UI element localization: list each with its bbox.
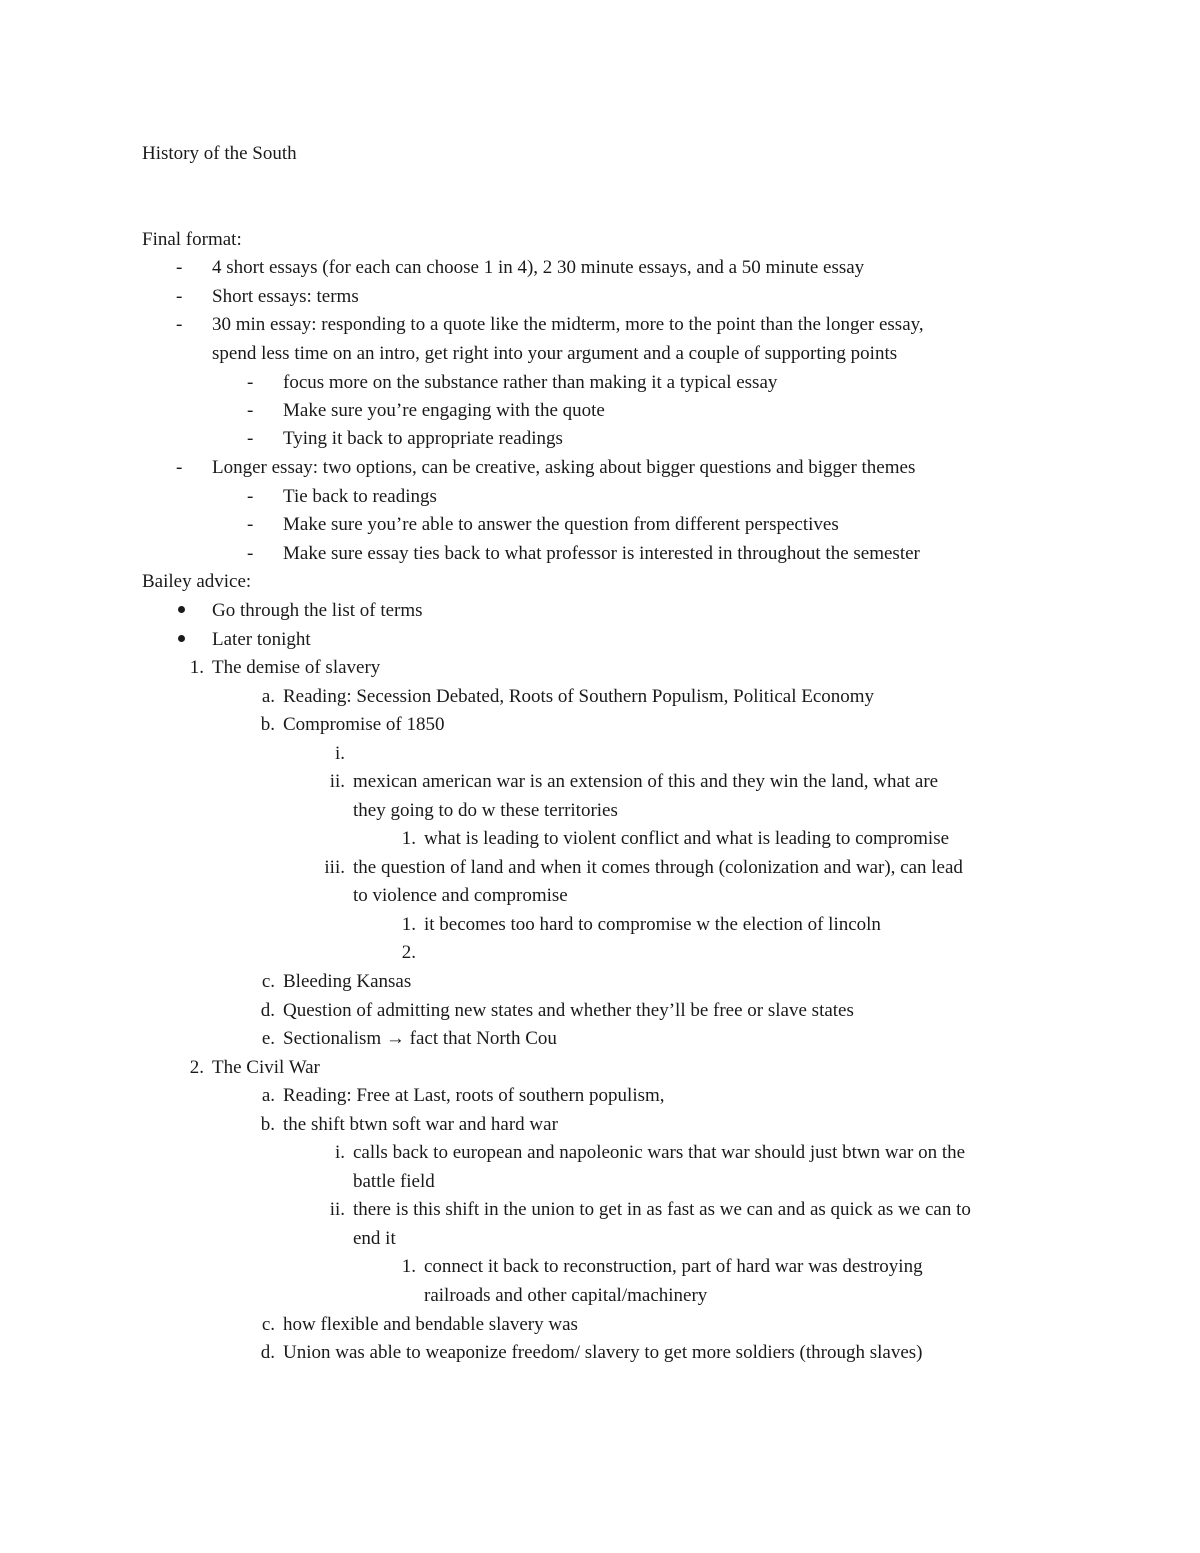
list-number: ii.: [329, 771, 345, 792]
note-text: Make sure you’re engaging with the quote: [283, 400, 605, 421]
note-line: [142, 939, 1062, 968]
note-text: the shift btwn soft war and hard war: [283, 1114, 558, 1135]
note-line: [142, 768, 1062, 797]
list-number: b.: [260, 714, 275, 735]
note-text: how flexible and bendable slavery was: [283, 1314, 578, 1335]
note-line: [142, 711, 1062, 740]
dash-marker: -: [247, 486, 254, 507]
note-line: [142, 825, 1062, 854]
list-number: e.: [261, 1028, 275, 1049]
note-text: Final format:: [142, 229, 242, 250]
note-text: spend less time on an intro, get right into your argument and a couple of supporting points: [212, 343, 898, 364]
note-text: 30 min essay: responding to a quote like the midterm, more to the point than the longer essay,: [212, 314, 924, 335]
note-text: Short essays: terms: [212, 286, 359, 307]
note-line: [142, 626, 1062, 655]
note-text: railroads and other capital/machinery: [424, 1285, 708, 1306]
note-text: Go through the list of terms: [212, 600, 423, 621]
title-text: History of the South: [142, 143, 297, 164]
note-text: end it: [353, 1228, 396, 1249]
note-line: [142, 254, 1062, 283]
list-number: b.: [260, 1114, 275, 1135]
note-line: [142, 1111, 1062, 1140]
list-number: i.: [334, 1142, 345, 1163]
note-line: [142, 311, 1062, 340]
note-text: battle field: [353, 1171, 435, 1192]
dash-marker: -: [247, 543, 254, 564]
note-text: 4 short essays (for each can choose 1 in 4), 2 30 minute essays, and a 50 minute essay: [212, 257, 865, 278]
note-text: The Civil War: [212, 1057, 320, 1078]
list-number: 2.: [401, 942, 416, 963]
note-text: Sectionalism → fact that North Cou: [283, 1028, 557, 1049]
note-line: [142, 1025, 1062, 1054]
note-line: [142, 654, 1062, 683]
bullet-icon: [178, 597, 185, 626]
note-line: [142, 1311, 1062, 1340]
note-line: [142, 997, 1062, 1026]
note-text: Tie back to readings: [283, 486, 437, 507]
note-text: there is this shift in the union to get in as fast as we can and as quick as we can to: [353, 1199, 971, 1220]
document-title: [142, 140, 1062, 169]
note-text: focus more on the substance rather than making it a typical essay: [283, 372, 778, 393]
note-text: calls back to european and napoleonic wars that war should just btwn war on the: [353, 1142, 966, 1163]
note-line: [142, 1253, 1062, 1282]
list-number: 1.: [401, 828, 416, 849]
note-line: [142, 1282, 1062, 1311]
note-line: [142, 1196, 1062, 1225]
note-text: Bailey advice:: [142, 571, 252, 592]
note-line: [142, 1225, 1062, 1254]
note-line: [142, 1339, 1062, 1368]
note-line: [142, 454, 1062, 483]
note-line: [142, 226, 1062, 255]
list-number: iii.: [324, 857, 345, 878]
list-number: i.: [334, 743, 345, 764]
note-text: Make sure essay ties back to what professor is interested in throughout the semester: [283, 543, 920, 564]
dash-marker: -: [247, 428, 254, 449]
note-line: [142, 1054, 1062, 1083]
bullet-icon: [178, 626, 185, 655]
note-line: [142, 683, 1062, 712]
note-line: [142, 1168, 1062, 1197]
list-number: c.: [261, 1314, 275, 1335]
list-number: 1.: [401, 1256, 416, 1277]
note-line: [142, 568, 1062, 597]
note-text: Reading: Free at Last, roots of southern populism,: [283, 1085, 665, 1106]
list-number: 1.: [189, 657, 204, 678]
note-line: [142, 797, 1062, 826]
list-number: 1.: [401, 914, 416, 935]
dash-marker: -: [247, 400, 254, 421]
note-text: Union was able to weaponize freedom/ slavery to get more soldiers (through slaves): [283, 1342, 923, 1363]
note-line: [142, 882, 1062, 911]
note-text: it becomes too hard to compromise w the election of lincoln: [424, 914, 881, 935]
note-line: [142, 369, 1062, 398]
dash-marker: -: [176, 457, 183, 478]
dash-marker: -: [176, 257, 183, 278]
list-number: a.: [261, 686, 275, 707]
note-text: Make sure you’re able to answer the question from different perspectives: [283, 514, 839, 535]
note-text: Compromise of 1850: [283, 714, 445, 735]
note-line: [142, 968, 1062, 997]
dash-marker: -: [176, 286, 183, 307]
note-line: [142, 540, 1062, 569]
note-line: [142, 483, 1062, 512]
note-line: [142, 854, 1062, 883]
note-text: what is leading to violent conflict and what is leading to compromise: [424, 828, 950, 849]
list-number: c.: [261, 971, 275, 992]
note-line: [142, 911, 1062, 940]
note-text: Bleeding Kansas: [283, 971, 412, 992]
note-text: the question of land and when it comes through (colonization and war), can lead: [353, 857, 963, 878]
note-line: [142, 340, 1062, 369]
dash-marker: -: [247, 372, 254, 393]
note-line: [142, 597, 1062, 626]
dash-marker: -: [176, 314, 183, 335]
note-line: [142, 425, 1062, 454]
note-line: [142, 283, 1062, 312]
note-text: they going to do w these territories: [353, 800, 618, 821]
note-line: [142, 1139, 1062, 1168]
list-number: d.: [260, 1342, 275, 1363]
note-line: [142, 740, 1062, 769]
note-text: Reading: Secession Debated, Roots of Southern Populism, Political Economy: [283, 686, 875, 707]
note-line: [142, 397, 1062, 426]
list-number: 2.: [189, 1057, 204, 1078]
note-text: Longer essay: two options, can be creative, asking about bigger questions and bigger themes: [212, 457, 916, 478]
note-text: to violence and compromise: [353, 885, 568, 906]
note-text: connect it back to reconstruction, part of hard war was destroying: [424, 1256, 923, 1277]
note-text: Later tonight: [212, 629, 311, 650]
note-text: Question of admitting new states and whether they’ll be free or slave states: [283, 1000, 854, 1021]
note-text: mexican american war is an extension of this and they win the land, what are: [353, 771, 939, 792]
list-number: ii.: [329, 1199, 345, 1220]
note-text: Tying it back to appropriate readings: [283, 428, 563, 449]
list-number: d.: [260, 1000, 275, 1021]
list-number: a.: [261, 1085, 275, 1106]
note-text: The demise of slavery: [212, 657, 381, 678]
note-line: [142, 511, 1062, 540]
dash-marker: -: [247, 514, 254, 535]
note-line: [142, 1082, 1062, 1111]
